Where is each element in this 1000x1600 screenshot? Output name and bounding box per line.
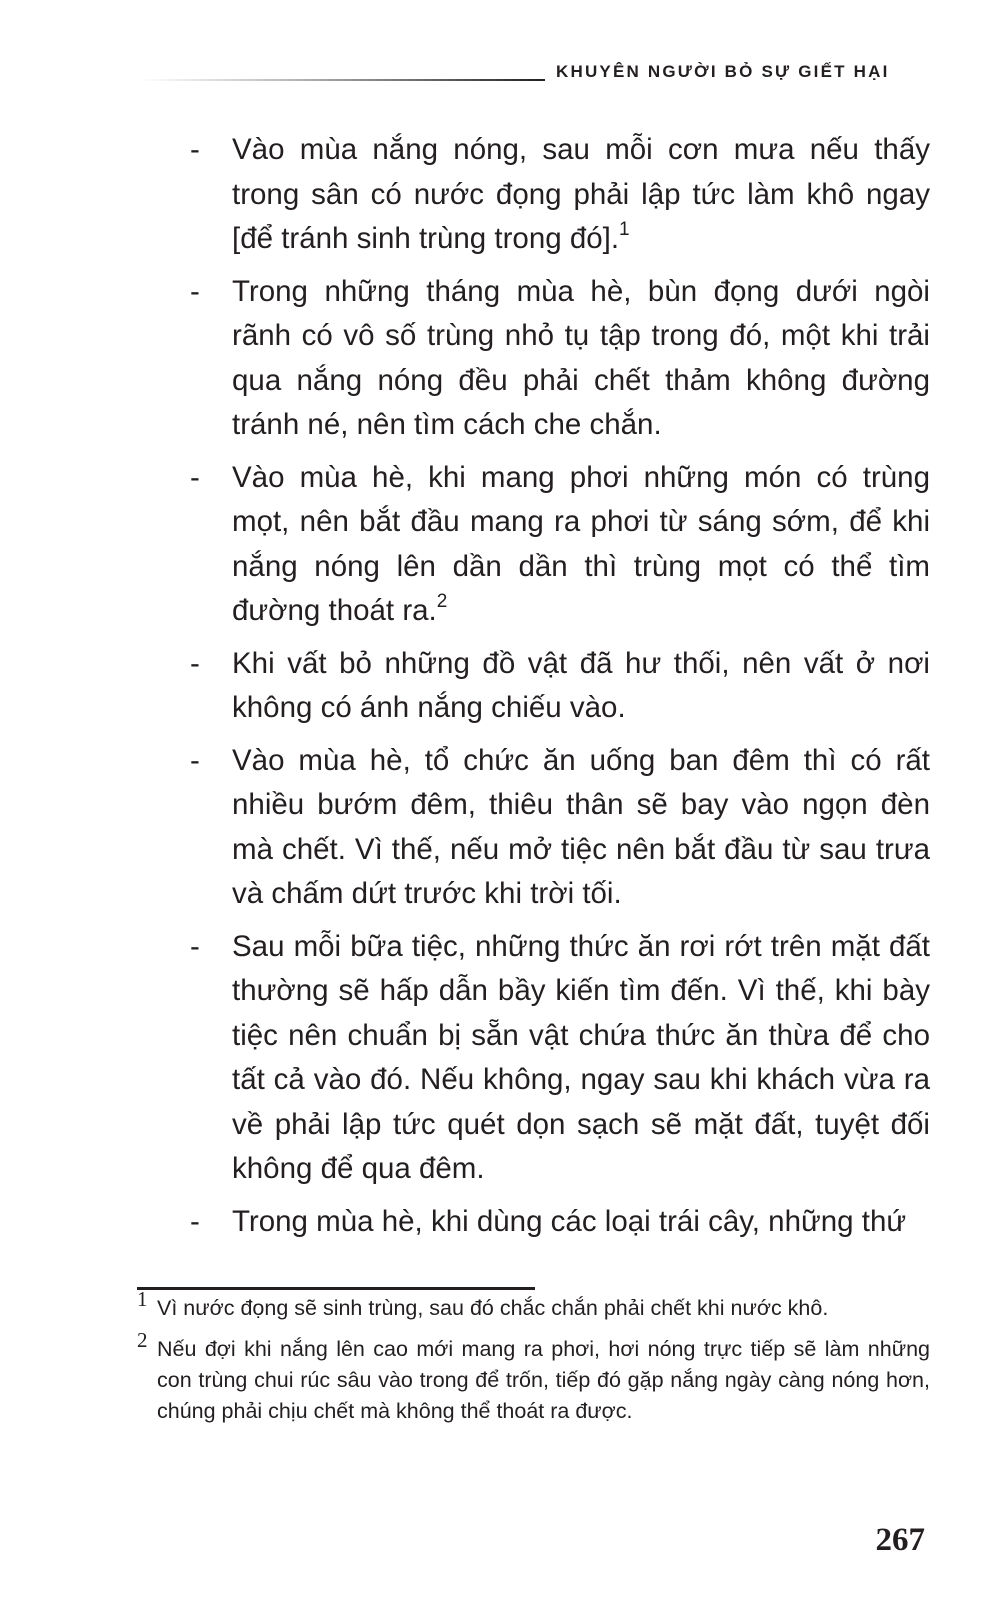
list-item-text: Vào mùa nắng nóng, sau mỗi cơn mưa nếu thấy trong sân có nước đọng phải lập tức làm khô ngay [để tránh sinh trùng trong đó].$^1$ bbox=[232, 133, 930, 255]
bullet-dash: - bbox=[190, 460, 200, 494]
list-item bbox=[190, 1200, 930, 1245]
list-item bbox=[190, 925, 930, 1192]
list-item bbox=[190, 270, 930, 448]
bullet-dash: - bbox=[190, 274, 200, 308]
footnote-number: 1 bbox=[137, 1287, 148, 1311]
bullet-list bbox=[190, 128, 930, 1252]
list-item bbox=[190, 739, 930, 917]
footnotes bbox=[137, 1287, 930, 1437]
footnote-number: 2 bbox=[137, 1328, 148, 1352]
footnote-ref: 1 bbox=[619, 219, 630, 240]
list-item-text: Trong mùa hè, khi dùng các loại trái cây, những thứ bbox=[232, 1204, 907, 1238]
header-rule bbox=[140, 79, 545, 81]
list-item bbox=[190, 642, 930, 731]
list-item-text: Khi vất bỏ những đồ vật đã hư thối, nên vất ở nơi không có ánh nắng chiếu vào. bbox=[232, 646, 930, 724]
list-item-text: Vào mùa hè, khi mang phơi những món có trùng mọt, nên bắt đầu mang ra phơi từ sáng sớm, để khi nắng nóng lên dần dần thì trùng mọt có thể tìm đường thoát ra.$^2$ bbox=[232, 460, 930, 627]
footnote bbox=[137, 1287, 930, 1324]
bullet-dash: - bbox=[190, 133, 200, 166]
list-item-text: Sau mỗi bữa tiệc, những thức ăn rơi rớt trên mặt đất thường sẽ hấp dẫn bầy kiến tìm đến. Vì thế, khi bày tiệc nên chuẩn bị sẵn vật chứa thức ăn thừa để cho tất cả vào đó. Nếu không, ngay sau khi khách vừa ra về phải lập tức quét dọn sạch sẽ mặt đất, tuyệt đối không để qua đêm. bbox=[232, 929, 930, 1185]
footnote-ref: 2 bbox=[436, 591, 448, 612]
bullet-dash: - bbox=[190, 929, 200, 963]
list-item bbox=[190, 128, 930, 262]
footnote bbox=[137, 1328, 930, 1427]
footnote-text: Nếu đợi khi nắng lên cao mới mang ra phơi, hơi nóng trực tiếp sẽ làm những con trùng chui rúc sâu vào trong để trốn, tiếp đó gặp nắng ngày càng nóng hơn, chúng phải chịu chết mà không thể thoát ra được. bbox=[157, 1337, 930, 1423]
bullet-dash: - bbox=[190, 1204, 200, 1238]
running-head: KHUYÊN NGƯỜI BỎ SỰ GIẾT HẠI bbox=[556, 62, 890, 81]
bullet-dash: - bbox=[190, 646, 200, 680]
list-item-text: Trong những tháng mùa hè, bùn đọng dưới ngòi rãnh có vô số trùng nhỏ tụ tập trong đó, một khi trải qua nắng nóng đều phải chết thảm không đường tránh né, nên tìm cách che chắn. bbox=[232, 274, 930, 441]
bullet-dash: - bbox=[190, 743, 200, 777]
footnote-text: Vì nước đọng sẽ sinh trùng, sau đó chắc chắn phải chết khi nước khô. bbox=[157, 1296, 829, 1320]
page-number: 267 bbox=[875, 1522, 925, 1558]
list-item bbox=[190, 456, 930, 634]
list-item-text: Vào mùa hè, tổ chức ăn uống ban đêm thì có rất nhiều bướm đêm, thiêu thân sẽ bay vào ngọn đèn mà chết. Vì thế, nếu mở tiệc nên bắt đầu từ sau trưa và chấm dứt trước khi trời tối. bbox=[232, 743, 930, 910]
footnote-rule bbox=[137, 1287, 535, 1290]
